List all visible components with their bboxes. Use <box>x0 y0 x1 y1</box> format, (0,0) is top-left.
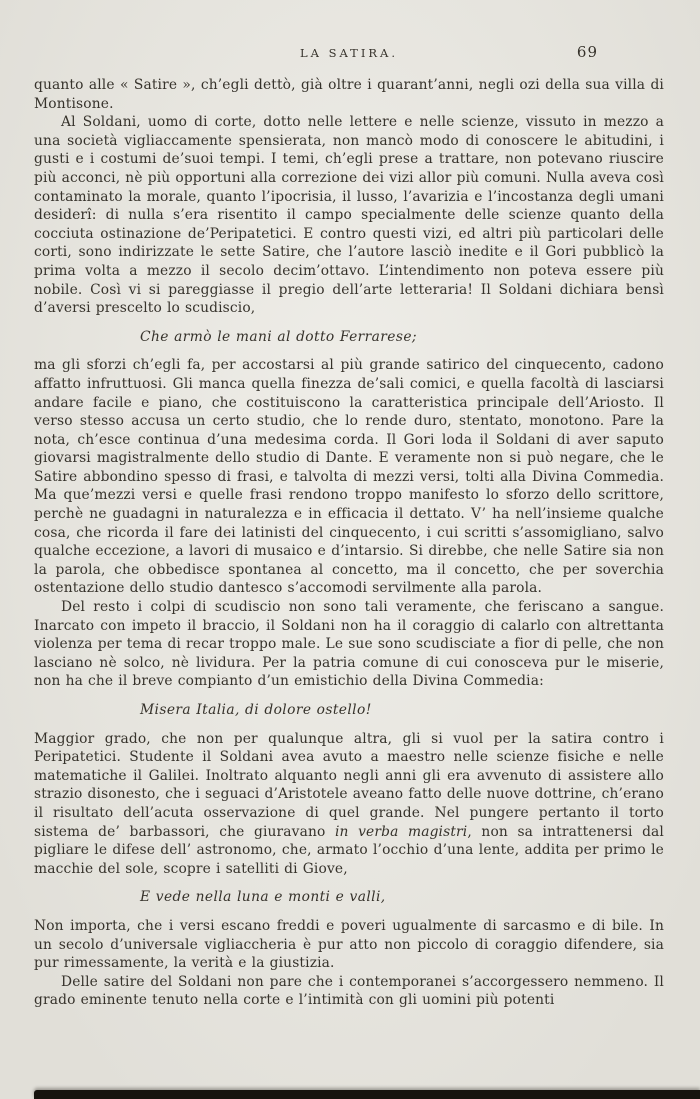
verse-line <box>140 701 664 720</box>
page-number: 69 <box>576 43 598 61</box>
text-segment: , non sa intrattenersi dal pigliare le difese dell’ astronomo, che, armato l’occhio d’una lente, addita per primo le macchie del sole, scopre i satelliti di Giove, <box>34 823 664 877</box>
running-title: LA SATIRA. <box>300 46 398 60</box>
paragraph <box>34 730 664 879</box>
text-segment: Maggior grado, che non per qualunque altra, gli si vuol per la satira contro i Peripatetici. Studente il Soldani avea avuto a maestro nelle scienze fisiche e nelle matematiche il Galilei. Inoltrato alquanto negli anni gli era avvenuto di assistere allo strazio disonesto, che i seguaci d’Aristotele aveano fatto delle nuove dottrine, ch’erano il risultato dell’acuta osservazione di quel grande. Nel pungere pertanto il torto sistema de’ barbassori, che giuravano <box>34 730 664 840</box>
paragraph <box>34 76 664 113</box>
text-segment: Non importa, che i versi escano freddi e poveri ugualmente di sarcasmo e di bile. In un secolo d’universale vigliaccheria è pur atto non piccolo di coraggio difendere, sia pur rimessamente, la verità e la giustizia. <box>34 917 664 972</box>
verse-line <box>140 888 664 907</box>
paragraph <box>34 973 664 1010</box>
page-header <box>34 43 664 72</box>
scan-edge-shadow <box>34 1090 700 1099</box>
text-segment: Delle satire del Soldani non pare che i contemporanei s’accorgessero nemmeno. Il grado eminente tenuto nella corte e l’intimità con gli uomini più potenti <box>34 973 664 1009</box>
paragraph <box>34 598 664 691</box>
text-segment: Misera Italia, di dolore ostello! <box>140 702 372 718</box>
text-segment: ma gli sforzi ch’egli fa, per accostarsi al più grande satirico del cinquecento, cadono affatto infruttuosi. Gli manca quella finezza de’sali comici, e quella facoltà di lasciarsi andare facile e piano, che costituiscono la caratteristica principale dell’Ariosto. Il verso stesso accusa un certo studio, che lo rende duro, stentato, monotono. Pare la nota, ch’esce continua d’una medesima corda. Il Gori loda il Soldani di aver saputo giovarsi magistralmente dello studio di Dante. E veramente non si può negare, che le Satire abbondino spesso di frasi, e talvolta di mezzi versi, tolti alla Divina Commedia. Ma que’mezzi versi e quelle frasi rendono troppo manifesto lo sforzo dello scrittore, perchè ne guadagni in naturalezza e in efficacia il dettato. V’ ha nell’insieme qualche cosa, che ricorda il fare dei latinisti del cinquecento, i cui scritti s’assomigliano, salvo qualche eccezione, a lavori di musaico e d’intarsio. Si direbbe, che nelle Satire sia non la parola, che obbedisce spontanea al concetto, ma il concetto, che per soverchia ostentazione dello studio dantesco s’accomodi servilmente alla parola. <box>34 357 664 597</box>
paragraph <box>34 917 664 973</box>
paragraph <box>34 356 664 598</box>
text-segment: Che armò le mani al dotto Ferrarese; <box>140 328 417 345</box>
paragraph <box>34 113 664 318</box>
text-segment: E vede nella luna e monti e valli, <box>140 889 386 906</box>
text-segment: Al Soldani, uomo di corte, dotto nelle lettere e nelle scienze, vissuto in mezzo a una società vigliaccamente spensierata, non mancò modo di conoscere le abitudini, i gusti e i costumi de’suoi tempi. I temi, ch’egli prese a trattare, non potevano riuscire più acconci, nè più opportuni alla correzione dei vizi allor più comuni. Nulla aveva così contaminato la morale, quanto l’ipocrisia, il lusso, l’avarizia e l’incostanza degli umani desiderî: di nulla s’era risentito il campo specialmente delle scienze quanto della cocciuta ostinazione de’Peripatetici. E contro questi vizi, ed altri più particolari delle corti, sono indirizzate le sette Satire, che l’autore lasciò inedite e il Gori pubblicò la prima volta a mezzo il secolo decim’ottavo. L’intendimento non poteva essere più nobile. Così vi si pareggiasse il pregio dell’arte letteraria! Il Soldani dichiara bensì d’aversi prescelto lo scudiscio, <box>34 114 664 317</box>
verse-line <box>140 328 664 347</box>
page-body <box>34 76 664 1010</box>
italic-text-segment: in verba magistri <box>334 823 468 840</box>
text-segment: quanto alle « Satire », ch’egli dettò, già oltre i quarant’anni, negli ozi della sua villa di Montisone. <box>34 77 664 112</box>
text-segment: Del resto i colpi di scudiscio non sono tali veramente, che feriscano a sangue. Inarcato con impeto il braccio, il Soldani non ha il coraggio di calarlo con altrettanta violenza per tema di recar troppo male. Le sue sono scudisciate a fior di pelle, che non lasciano nè solco, nè lividura. Per la patria comune di cui conosceva pur le miserie, non ha che il breve compianto d’un emistichio della Divina Commedia: <box>34 599 664 690</box>
